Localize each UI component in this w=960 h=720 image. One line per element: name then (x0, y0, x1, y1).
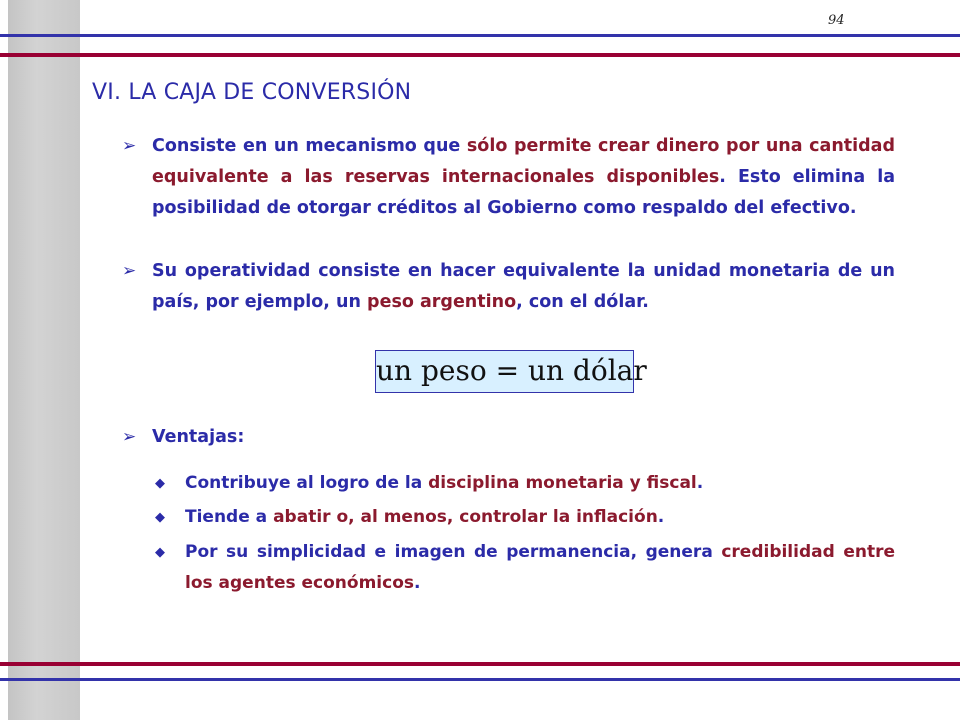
highlight-text: abatir o, al menos, controlar la inflación (273, 507, 658, 527)
ventaja-text: Por su simplicidad e imagen de permanencia, genera credibilidad entre los agentes económicos. (185, 542, 895, 593)
diamond-bullet-icon: ◆ (155, 510, 165, 525)
bottom-blue-rule (0, 678, 960, 681)
formula-box: un peso = un dólar (375, 350, 634, 393)
left-sidebar-band (8, 0, 80, 720)
arrowhead-bullet-icon: ➢ (122, 136, 137, 156)
page-number: 94 (828, 13, 845, 28)
arrowhead-bullet-icon: ➢ (122, 261, 137, 281)
highlight-text: disciplina monetaria y fiscal (428, 473, 697, 493)
bullet-ventajas (122, 422, 895, 453)
bullet-operatividad (122, 256, 895, 318)
highlight-text: peso argentino (367, 292, 517, 312)
bullet-text: Consiste en un mecanismo que sólo permite crear dinero por una cantidad equivalente a las reservas internacionales disponibles. Esto elimina la posibilidad de otorgar créditos al Gobierno como respaldo del efectivo. (152, 136, 896, 218)
bullet-text: Ventajas: (152, 427, 245, 447)
diamond-bullet-icon: ◆ (155, 545, 165, 560)
arrowhead-bullet-icon: ➢ (122, 427, 137, 447)
highlight-text: sólo permite crear dinero por una cantidad equivalente a las reservas internacionales disponibles (152, 136, 896, 187)
ventaja-text: Tiende a abatir o, al menos, controlar la inflación. (185, 507, 665, 527)
highlight-text: credibilidad entre los agentes económicos (185, 542, 895, 593)
bullet-text: Su operatividad consiste en hacer equivalente la unidad monetaria de un país, por ejemplo, un peso argentino, con el dólar. (152, 261, 895, 312)
top-red-rule (0, 53, 960, 57)
bottom-red-rule (0, 662, 960, 666)
bullet-mecanismo (122, 131, 895, 224)
ventaja-item (155, 502, 895, 533)
diamond-bullet-icon: ◆ (155, 476, 165, 491)
ventaja-text: Contribuye al logro de la disciplina monetaria y fiscal. (185, 473, 704, 493)
ventaja-item (155, 468, 895, 499)
top-blue-rule (0, 34, 960, 37)
ventaja-item (155, 537, 895, 599)
slide-title: VI. LA CAJA DE CONVERSIÓN (92, 80, 412, 105)
